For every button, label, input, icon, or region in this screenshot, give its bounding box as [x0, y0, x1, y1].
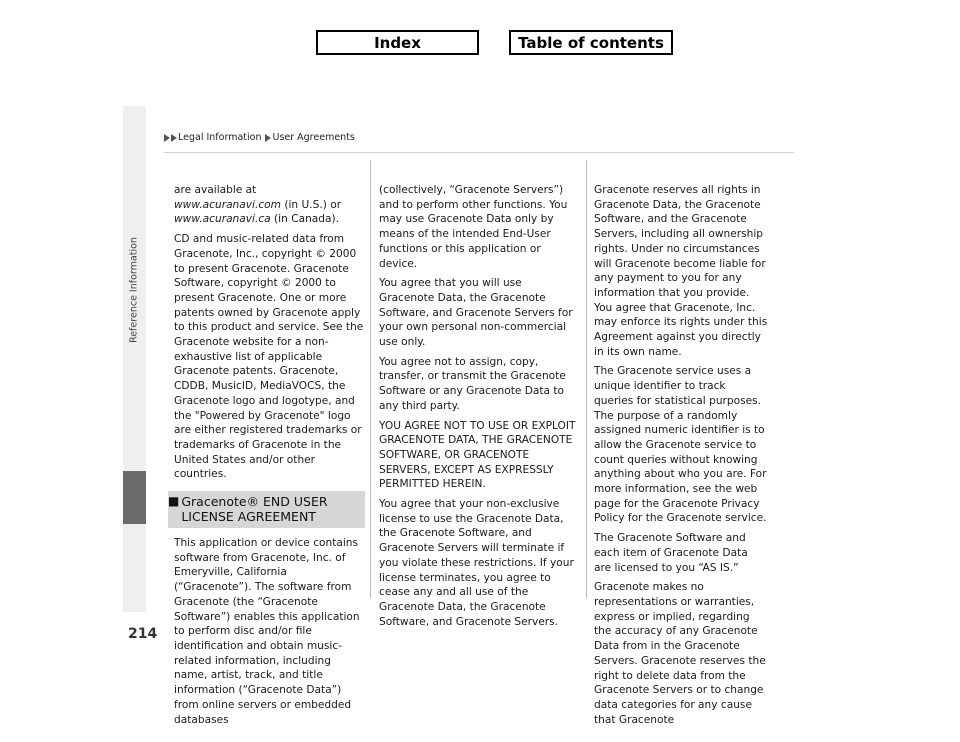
text-column-2 [379, 183, 579, 634]
text-run: (in U.S.) or [280, 198, 342, 211]
paragraph: You agree not to assign, copy, transfer, or transmit the Gracenote Software or any Gracenote Data to any third party. [379, 355, 566, 412]
sidebar-section-marker [123, 471, 146, 524]
sidebar-label: Reference Information [128, 237, 140, 343]
column-divider [586, 160, 587, 598]
header-divider [164, 152, 794, 153]
paragraph: CD and music-related data from Gracenote, Inc., copyright © 2000 to present Gracenote. Gracenote Software, copyright © 2000 to present Gracenote. One or more patents owned by Gracenote apply to this product and service. See the Gracenote website for a non-exhaustive list of applicable Gracenote patents. Gracenote, CDDB, MusicID, MediaVOCS, the Gracenote logo and logotype, and the "Powered by Gracenote" logo are either registered trademarks or trademarks of Gracenote in the United States and/or other countries. [174, 233, 364, 481]
paragraph: YOU AGREE NOT TO USE OR EXPLOIT GRACENOTE DATA, THE GRACENOTE SOFTWARE, OR GRACENOTE SERVERS, EXCEPT AS EXPRESSLY PERMITTED HEREIN. [379, 419, 576, 491]
breadcrumb-arrow-icon [171, 134, 177, 142]
index-button[interactable]: Index [316, 30, 479, 55]
paragraph: The Gracenote Software and each item of Gracenote Data are licensed to you “AS IS.” [594, 532, 748, 574]
breadcrumb-arrow-icon [265, 134, 271, 142]
breadcrumb-item-legal-information[interactable]: Legal Information [178, 132, 262, 143]
paragraph: You agree that your non-exclusive license to use the Gracenote Data, the Gracenote Software, and Gracenote Servers will terminate if you violate these restrictions. If your license terminates, you agree to cease any and all use of the Gracenote Data, the Gracenote Software, and Gracenote Servers. [379, 498, 574, 628]
section-title: Gracenote® END USER LICENSE AGREEMENT [181, 494, 328, 525]
paragraph: You agree that you will use Gracenote Data, the Gracenote Software, and Gracenote Servers for your own personal non-commercial use only. [379, 277, 573, 349]
paragraph: Gracenote reserves all rights in Gracenote Data, the Gracenote Software, and the Gracenote Servers, including all ownership rights. Under no circumstances will Gracenote become liable for any payment to you for any information that you provide. You agree that Gracenote, Inc. may enforce its rights under this Agreement against you directly in its own name. [594, 184, 768, 358]
paragraph: (collectively, “Gracenote Servers”) and to perform other functions. You may use Gracenote Data only by means of the intended End-User functions or this application or device. [379, 184, 568, 270]
text-run: (in Canada). [270, 213, 340, 226]
breadcrumb-item-user-agreements[interactable]: User Agreements [272, 132, 355, 143]
paragraph: The Gracenote service uses a unique identifier to track queries for statistical purposes. The purpose of a randomly assigned numeric identifier is to allow the Gracenote service to count queries without knowing anything about who you are. For more information, see the web page for the Gracenote Privacy Policy for the Gracenote service. [594, 365, 767, 525]
breadcrumb-arrow-icon [164, 134, 170, 142]
breadcrumb [164, 132, 355, 143]
paragraph [174, 183, 364, 227]
text-column-3 [594, 183, 768, 732]
paragraph: This application or device contains software from Gracenote, Inc. of Emeryville, California (“Gracenote”). The software from Gracenote (the “Gracenote Software”) enables this application to perform disc and/or file identification and obtain music- related information, including name, artist, track, and title information (“Gracenote Data”) from online servers or embedded databases [174, 537, 360, 726]
section-square-icon: ■ [168, 494, 180, 509]
text-column-1 [168, 183, 364, 732]
table-of-contents-button[interactable]: Table of contents [509, 30, 673, 55]
acuranavi-com-link[interactable]: www.acuranavi.com [174, 198, 281, 211]
page-number: 214 [128, 626, 158, 642]
paragraph: Gracenote makes no representations or warranties, express or implied, regarding the accuracy of any Gracenote Data from in the Gracenote Servers. Gracenote reserves the right to delete data from the Gracenote Servers or to change data categories for any cause that Gracenote [594, 581, 766, 726]
acuranavi-ca-link[interactable]: www.acuranavi.ca [174, 213, 271, 226]
column-divider [370, 160, 371, 598]
sidebar-tab [123, 106, 146, 612]
section-heading [168, 491, 365, 528]
text-run: are available at [174, 184, 257, 196]
